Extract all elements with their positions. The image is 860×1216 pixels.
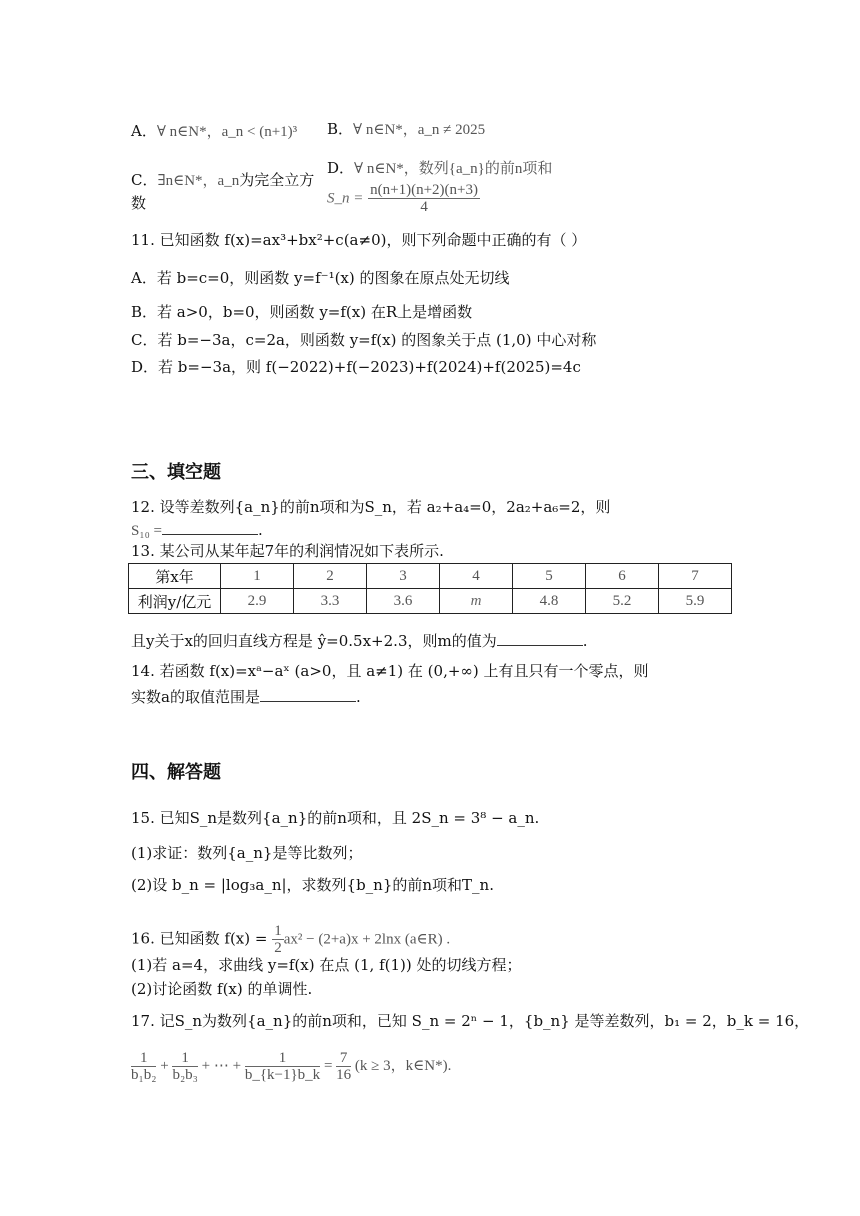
- q13-stem: 13. 某公司从某年起7年的利润情况如下表所示.: [131, 542, 444, 560]
- q10-option-a: A．∀ n∈N*，a_n < (n+1)³: [131, 122, 298, 140]
- table-cell: 4: [440, 564, 513, 589]
- fraction-term: $\frac{1}{b\_\{k-1\}b\_k}$: [244, 1050, 321, 1083]
- q16-part1: (1)若 a=4，求曲线 y=f(x) 在点 (1, f(1)) 处的切线方程；: [131, 956, 522, 974]
- q15-stem: 15. 已知S_n是数列{a_n}的前n项和，且 2S_n = 3⁸ − a_n.: [131, 809, 540, 827]
- q14-line1: 14. 若函数 f(x)=xᵃ−aˣ (a>0，且 a≠1) 在 (0,+∞) 上有且只有一个零点，则: [131, 662, 649, 680]
- table-header-profit: 利润y/亿元: [129, 589, 221, 614]
- sum-fraction: $\frac{n(n+1)(n+2)(n+3)}{4}$: [370, 182, 479, 215]
- fraction-term: $\frac{7}{16}$: [336, 1050, 352, 1083]
- half-fraction: $\frac{1}{2}$: [274, 923, 282, 956]
- q11-stem: 11. 已知函数 f(x)=ax³+bx²+c(a≠0)，则下列命题中正确的有（ ）: [131, 231, 587, 249]
- q10-option-c-cont: 数: [131, 194, 147, 212]
- section-title-fill-in: 三、填空题: [131, 462, 221, 483]
- table-header-year: 第x年: [129, 564, 221, 589]
- table-cell: 7: [659, 564, 732, 589]
- table-cell: 3.6: [367, 589, 440, 614]
- table-cell: 4.8: [513, 589, 586, 614]
- q14-answer-blank[interactable]: [260, 701, 356, 702]
- table-cell: 6: [586, 564, 659, 589]
- q13-answer-blank[interactable]: [497, 645, 583, 646]
- table-cell: 2: [294, 564, 367, 589]
- q15-part1: (1)求证：数列{a_n}是等比数列；: [131, 844, 363, 862]
- table-cell: 2.9: [221, 589, 294, 614]
- table-row-profit: [129, 589, 732, 614]
- table-cell: 5: [513, 564, 586, 589]
- q11-option-c: C．若 b=−3a，c=2a，则函数 y=f(x) 的图象关于点 (1,0) 中心对称: [131, 331, 597, 349]
- q13-regression: 且y关于x的回归直线方程是 ŷ=0.5x+2.3，则m的值为 .: [131, 632, 588, 650]
- q11-option-d: D．若 b=−3a，则 f(−2022)+f(−2023)+f(2024)+f(2025)=4c: [131, 358, 581, 376]
- q11-option-a: A．若 b=c=0，则函数 y=f⁻¹(x) 的图象在原点处无切线: [131, 269, 510, 287]
- table-row-year: [129, 564, 732, 589]
- table-cell: 5.2: [586, 589, 659, 614]
- q10-option-d: D．∀ n∈N*，数列{a_n}的前n项和: [327, 159, 553, 177]
- q15-part2: (2)设 b_n = |log₃a_n|，求数列{b_n}的前n项和T_n.: [131, 876, 494, 894]
- fraction-term: $\frac{1}{\text{b₁b₂}}$: [131, 1050, 157, 1083]
- fraction-term: $\frac{1}{\text{b₂b₃}}$: [172, 1050, 198, 1083]
- q14-line2: 实数a的取值范围是 .: [131, 688, 361, 706]
- table-cell: 3: [367, 564, 440, 589]
- q16-part2: (2)讨论函数 f(x) 的单调性.: [131, 980, 313, 998]
- q17-condition: $\frac{1}{\text{b₁b₂}}$ + $\frac{1}{\text{b₂b₃}}$ + ⋯ + $\frac{1}{b\_\{k-1\}b\_k}$ = $\frac{7}{16}$ (k ≥ 3，k∈N*).: [131, 1050, 452, 1083]
- table-cell: 5.9: [659, 589, 732, 614]
- q10-option-d-formula: S_n = $\frac{n(n+1)(n+2)(n+3)}{4}$: [327, 182, 479, 215]
- q11-option-b: B．若 a>0，b=0，则函数 y=f(x) 在R上是增函数: [131, 303, 473, 321]
- q10-option-b: B．∀ n∈N*，a_n ≠ 2025: [327, 120, 486, 138]
- table-cell: m: [440, 589, 513, 614]
- q12-answer-blank[interactable]: [162, 534, 258, 535]
- q17-line1: 17. 记S_n为数列{a_n}的前n项和，已知 S_n = 2ⁿ − 1，{b_n} 是等差数列，b₁ = 2，b_k = 16，: [131, 1012, 810, 1030]
- q12-line2: S₁₀ = .: [131, 521, 263, 539]
- table-cell: 3.3: [294, 589, 367, 614]
- table-cell: 1: [221, 564, 294, 589]
- section-title-answer: 四、解答题: [131, 762, 221, 783]
- q10-option-c: C．∃n∈N*，a_n为完全立方: [131, 171, 315, 189]
- q12-line1: 12. 设等差数列{a_n}的前n项和为S_n，若 a₂+a₄=0，2a₂+a₆=2，则: [131, 498, 611, 516]
- profit-table: [128, 563, 732, 614]
- q16-stem: 16. 已知函数 f(x) = $\frac{1}{2}$ ax² − (2+a)x + 2lnx (a∈R) .: [131, 923, 451, 956]
